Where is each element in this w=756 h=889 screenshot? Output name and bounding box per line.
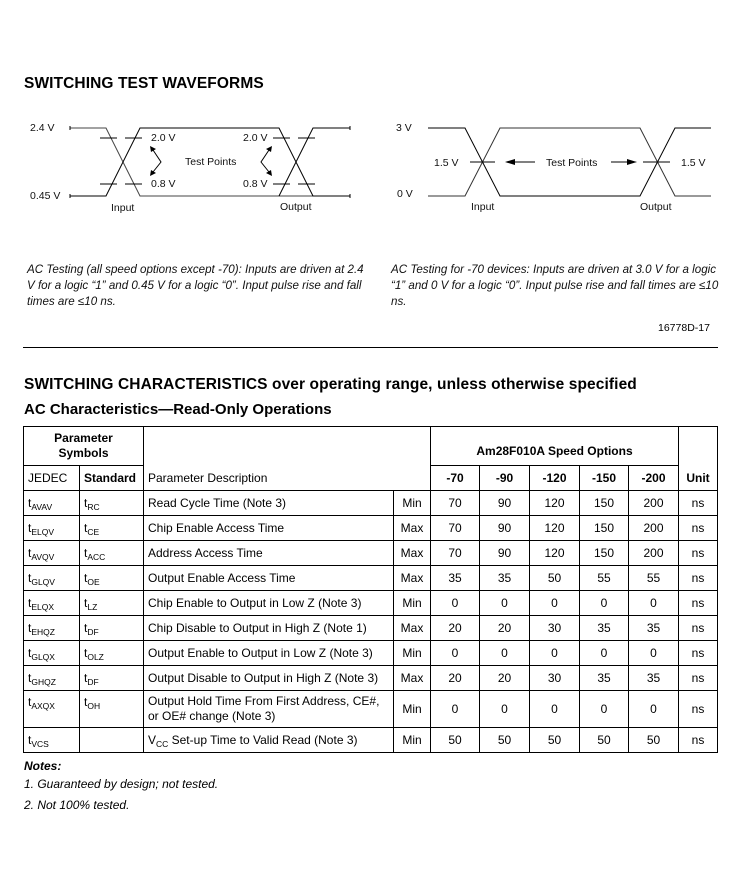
value-150: 150 [580,516,629,541]
value-200: 35 [629,616,679,641]
header-unit: Unit [679,427,718,491]
value-150: 0 [580,591,629,616]
standard-subscript: RC [87,502,100,512]
unit: ns [679,691,718,728]
value-70: 20 [431,666,480,691]
section-title-switching-characteristics: SWITCHING CHARACTERISTICS over operating range, unless otherwise specified [24,376,637,393]
value-70: 70 [431,516,480,541]
caption-left: AC Testing (all speed options except -70): Inputs are driven at 2.4 V for a logic “1” and 0.45 V for a logic “0”. Input pulse rise and fall times are ≤10 ns. [27,263,364,308]
table-row [24,641,718,666]
value-90: 90 [480,516,530,541]
table-title: AC Characteristics—Read-Only Operations [24,401,332,418]
label-input-right: Input [471,201,495,213]
unit: ns [679,516,718,541]
table-row [24,516,718,541]
notes-section [24,758,218,816]
section-divider [23,347,718,348]
jedec-subscript: GHQZ [31,677,56,687]
standard-symbol: t [84,646,88,660]
label-1.5v-left: 1.5 V [434,157,459,169]
value-90: 90 [480,491,530,516]
table-row [24,541,718,566]
jedec-symbol: t [28,671,32,685]
min-max: Min [394,491,431,516]
standard-subscript: LZ [87,602,98,612]
label-test-points-left: Test Points [185,156,237,168]
unit: ns [679,616,718,641]
label-2.0v-left: 2.0 V [151,132,176,144]
value-120: 0 [530,641,580,666]
value-120: 120 [530,516,580,541]
value-150: 0 [580,691,629,728]
min-max: Min [394,591,431,616]
jedec-subscript: ELQX [31,602,55,612]
note-1: 1. Guaranteed by design; not tested. [24,777,219,791]
label-0v: 0 V [397,188,413,200]
parameter-description: Output Hold Time From First Address, CE#, or OE# change (Note 3) [144,691,394,728]
value-120: 50 [530,728,580,753]
value-70: 50 [431,728,480,753]
value-150: 50 [580,728,629,753]
header-speed-options: Am28F010A Speed Options [431,427,679,466]
standard-symbol: t [84,621,88,635]
jedec-subscript: AXQX [31,701,55,711]
value-120: 0 [530,691,580,728]
table-row [24,666,718,691]
unit: ns [679,641,718,666]
value-200: 0 [629,641,679,666]
figure-id: 16778D-17 [658,322,710,334]
parameter-description: Chip Enable Access Time [144,516,394,541]
value-70: 35 [431,566,480,591]
jedec-symbol: t [28,596,32,610]
value-70: 0 [431,641,480,666]
value-200: 200 [629,541,679,566]
label-0.45v: 0.45 V [30,190,61,202]
unit: ns [679,566,718,591]
table-row [24,616,718,641]
parameter-description: Read Cycle Time (Note 3) [144,491,394,516]
note-2: 2. Not 100% tested. [24,798,130,812]
min-max: Min [394,691,431,728]
parameter-description: Chip Disable to Output in High Z (Note 1) [144,616,394,641]
vcc-symbol: V [148,733,157,747]
label-0.8v-right: 0.8 V [243,178,268,190]
value-70: 70 [431,541,480,566]
value-200: 200 [629,491,679,516]
standard-symbol: t [84,671,88,685]
parameter-description: Output Enable to Output in Low Z (Note 3) [144,641,394,666]
jedec-symbol: t [28,646,32,660]
value-200: 200 [629,516,679,541]
value-90: 0 [480,691,530,728]
label-test-points-right: Test Points [546,157,598,169]
value-150: 55 [580,566,629,591]
header-jedec: JEDEC [24,466,80,491]
parameter-description: Output Enable Access Time [144,566,394,591]
label-2.0v-right: 2.0 V [243,132,268,144]
table-row [24,728,718,753]
standard-symbol: t [84,496,88,510]
header-standard: Standard [80,466,144,491]
value-90: 50 [480,728,530,753]
standard-symbol: t [84,546,88,560]
value-150: 35 [580,616,629,641]
unit: ns [679,666,718,691]
jedec-symbol: t [28,733,32,747]
min-max: Max [394,541,431,566]
standard-subscript: OE [87,577,100,587]
jedec-symbol: t [28,496,32,510]
unit: ns [679,728,718,753]
label-1.5v-right: 1.5 V [681,157,706,169]
min-max: Max [394,516,431,541]
value-90: 0 [480,591,530,616]
value-90: 20 [480,616,530,641]
min-max: Max [394,666,431,691]
header-speed-120: -120 [530,466,580,491]
table-row [24,566,718,591]
value-70: 20 [431,616,480,641]
table-row [24,491,718,516]
header-speed-70: -70 [431,466,480,491]
jedec-subscript: GLQV [31,577,55,587]
table-row [24,691,718,728]
value-120: 30 [530,666,580,691]
jedec-symbol: t [28,546,32,560]
value-200: 35 [629,666,679,691]
jedec-symbol: t [28,621,32,635]
header-parameter-description: Parameter Description [144,427,431,491]
value-200: 0 [629,591,679,616]
value-90: 35 [480,566,530,591]
min-max: Max [394,616,431,641]
value-200: 0 [629,691,679,728]
standard-subscript: DF [87,677,99,687]
jedec-symbol: t [28,571,32,585]
value-70: 0 [431,591,480,616]
jedec-subscript: EHQZ [31,627,55,637]
parameter-description: Output Disable to Output in High Z (Note 3) [144,666,394,691]
jedec-subscript: AVQV [31,552,55,562]
value-120: 30 [530,616,580,641]
table-row [24,591,718,616]
label-0.8v-left: 0.8 V [151,178,176,190]
value-150: 150 [580,491,629,516]
standard-subscript: OH [87,701,101,711]
min-max: Min [394,641,431,666]
standard-subscript: OLZ [87,652,104,662]
value-120: 120 [530,541,580,566]
jedec-subscript: AVAV [31,502,53,512]
standard-subscript: DF [87,627,99,637]
value-200: 55 [629,566,679,591]
standard-symbol: t [84,521,88,535]
header-speed-150: -150 [580,466,629,491]
header-parameter-symbols: Parameter Symbols [24,427,144,466]
label-input-left: Input [111,202,135,214]
value-70: 70 [431,491,480,516]
value-150: 0 [580,641,629,666]
value-120: 0 [530,591,580,616]
notes-title: Notes: [24,759,62,773]
value-90: 20 [480,666,530,691]
section-title-waveforms: SWITCHING TEST WAVEFORMS [24,75,264,92]
value-200: 50 [629,728,679,753]
jedec-subscript: VCS [31,739,49,749]
value-150: 150 [580,541,629,566]
standard-subscript: ACC [87,552,106,562]
jedec-subscript: GLQX [31,652,55,662]
standard-symbol: t [84,571,88,585]
header-speed-200: -200 [629,466,679,491]
jedec-symbol: t [28,521,32,535]
standard-symbol: t [84,596,88,610]
label-output-right: Output [640,201,672,213]
jedec-symbol: t [28,695,32,709]
parameter-description: Chip Enable to Output in Low Z (Note 3) [144,591,394,616]
value-150: 35 [580,666,629,691]
label-output-left: Output [280,201,312,213]
caption-right: AC Testing for -70 devices: Inputs are driven at 3.0 V for a logic “1” and 0 V for a logic “0”. Input pulse rise and fall times are ≤10 ns. [391,263,719,308]
min-max: Max [394,566,431,591]
value-90: 90 [480,541,530,566]
unit: ns [679,491,718,516]
label-3v: 3 V [396,122,412,134]
unit: ns [679,541,718,566]
standard-symbol: t [84,695,88,709]
standard-subscript: CE [87,527,100,537]
min-max: Min [394,728,431,753]
parameter-description: Address Access Time [144,541,394,566]
label-2.4v: 2.4 V [30,122,55,134]
value-70: 0 [431,691,480,728]
value-120: 50 [530,566,580,591]
vcc-subscript: CC [156,739,169,749]
header-speed-90: -90 [480,466,530,491]
value-90: 0 [480,641,530,666]
ac-characteristics-table [23,426,718,753]
parameter-description: Set-up Time to Valid Read (Note 3) [168,733,358,747]
unit: ns [679,591,718,616]
jedec-subscript: ELQV [31,527,55,537]
value-120: 120 [530,491,580,516]
